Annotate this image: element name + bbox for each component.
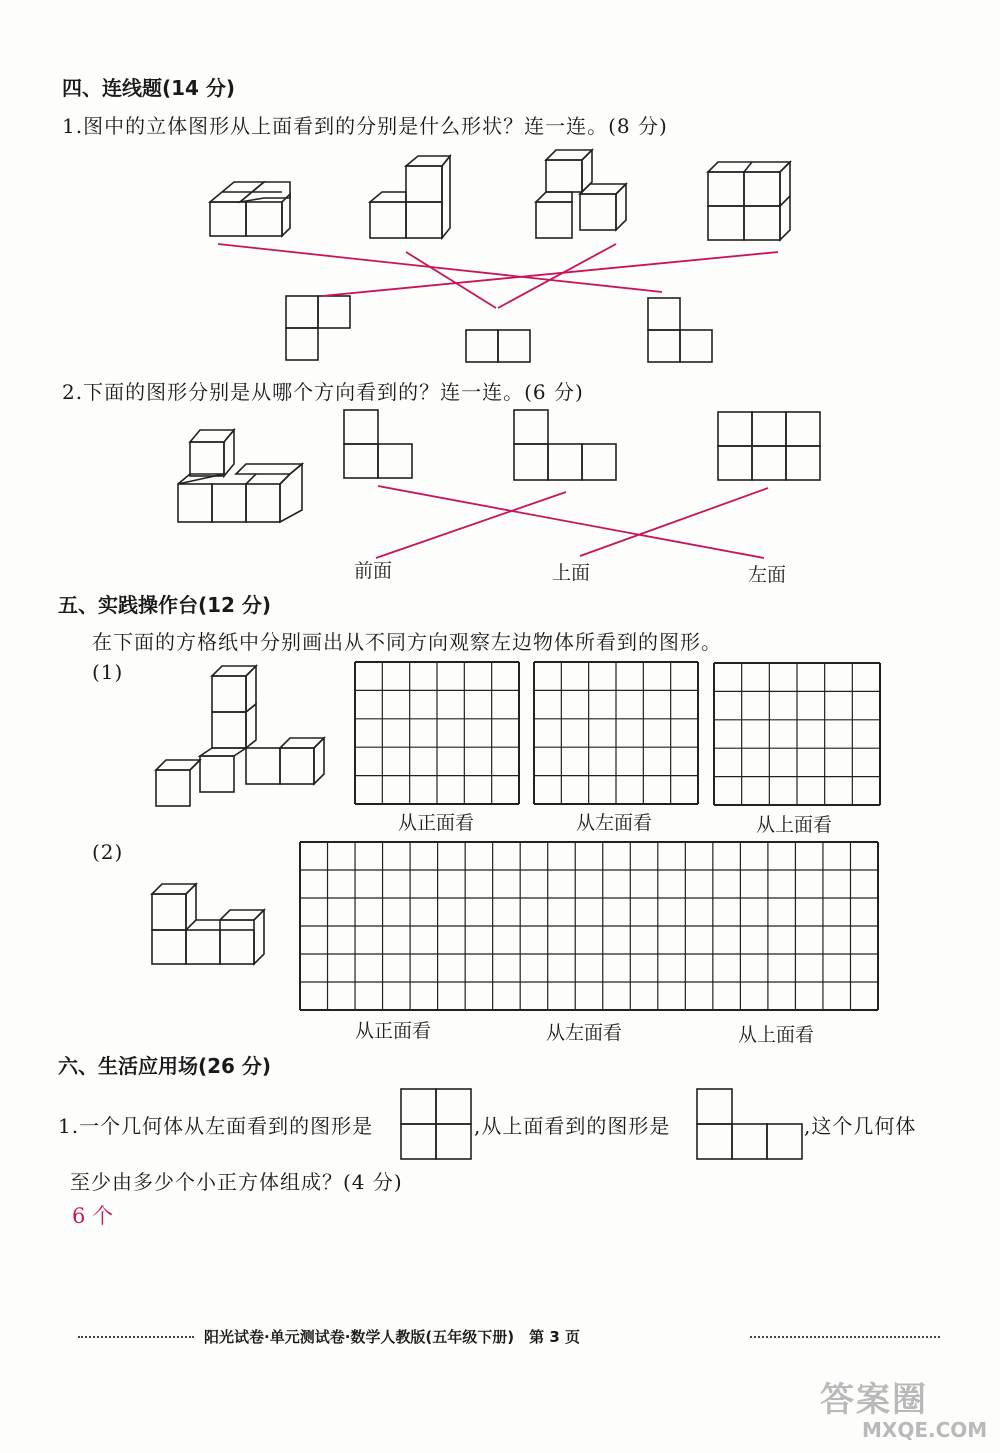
- grid-label-front-1: 从正面看: [398, 812, 475, 834]
- section5-part1-label: (1): [92, 660, 124, 684]
- solid-figure-a: [210, 182, 290, 236]
- top-view-1: [286, 296, 350, 360]
- section6-q1-part-d: 至少由多少个小正方体组成？(4 分): [70, 1170, 403, 1194]
- drawing-grid-top[interactable]: [713, 662, 881, 806]
- drawing-grid-left[interactable]: [533, 661, 699, 805]
- view-shape-1: [344, 410, 412, 478]
- footer-dots-left: [78, 1336, 194, 1338]
- watermark-logo: 答案圈: [820, 1380, 928, 1420]
- section4-title: 四、连线题(14 分): [62, 76, 236, 100]
- section4-question2: 2.下面的图形分别是从哪个方向看到的？连一连。(6 分): [62, 380, 584, 404]
- grid-label-left-2: 从左面看: [546, 1022, 623, 1044]
- section4-q1-figures: [0, 140, 1000, 400]
- drawing-grid-front[interactable]: [354, 661, 520, 805]
- solid-figure-b: [370, 156, 450, 238]
- section5-instruction: 在下面的方格纸中分别画出从不同方向观察左边物体所看到的图形。: [92, 630, 722, 654]
- grid-label-top-2: 从上面看: [738, 1024, 815, 1046]
- section6-q1-answer: 6 个: [72, 1204, 114, 1228]
- section5-title: 五、实践操作台(12 分): [58, 593, 272, 617]
- answer-lines-q2: [376, 486, 768, 558]
- direction-label-top: 上面: [552, 562, 591, 584]
- section5-part1-solid: [140, 660, 340, 820]
- footer-text: 阳光试卷·单元测试卷·数学人教版(五年级下册) 第 3 页: [204, 1328, 580, 1346]
- watermark-site: MXQE.COM: [862, 1418, 988, 1442]
- view-shape-3: [718, 412, 820, 480]
- drawing-grid-large[interactable]: [299, 841, 879, 1011]
- top-view-shape: [696, 1088, 804, 1160]
- solid-figure-d: [708, 162, 790, 240]
- footer-dots-right: [750, 1336, 940, 1338]
- section4-question1: 1.图中的立体图形从上面看到的分别是什么形状？连一连。(8 分): [62, 114, 668, 138]
- answer-lines-q1: [218, 244, 778, 308]
- top-view-2: [466, 330, 530, 362]
- grid-label-front-2: 从正面看: [355, 1020, 432, 1042]
- section6-q1-part-b: ,从上面看到的图形是: [474, 1114, 671, 1138]
- section6-q1-part-a: 1.一个几何体从左面看到的图形是: [58, 1114, 374, 1138]
- section5-part2-label: (2): [92, 840, 124, 864]
- section4-q2-figures: [0, 400, 1000, 580]
- left-view-shape: [400, 1088, 472, 1160]
- direction-label-left: 左面: [748, 564, 787, 586]
- direction-label-front: 前面: [354, 560, 393, 582]
- grid-label-top-1: 从上面看: [756, 814, 833, 836]
- section5-part2-solid: [140, 880, 300, 990]
- grid-label-left-1: 从左面看: [576, 812, 653, 834]
- section6-title: 六、生活应用场(26 分): [58, 1054, 272, 1078]
- top-view-3: [648, 298, 712, 362]
- solid-figure-c: [536, 150, 626, 238]
- solid-figure-q2: [178, 430, 302, 522]
- section6-q1-part-c: ,这个几何体: [804, 1114, 917, 1138]
- view-shape-2: [514, 410, 616, 480]
